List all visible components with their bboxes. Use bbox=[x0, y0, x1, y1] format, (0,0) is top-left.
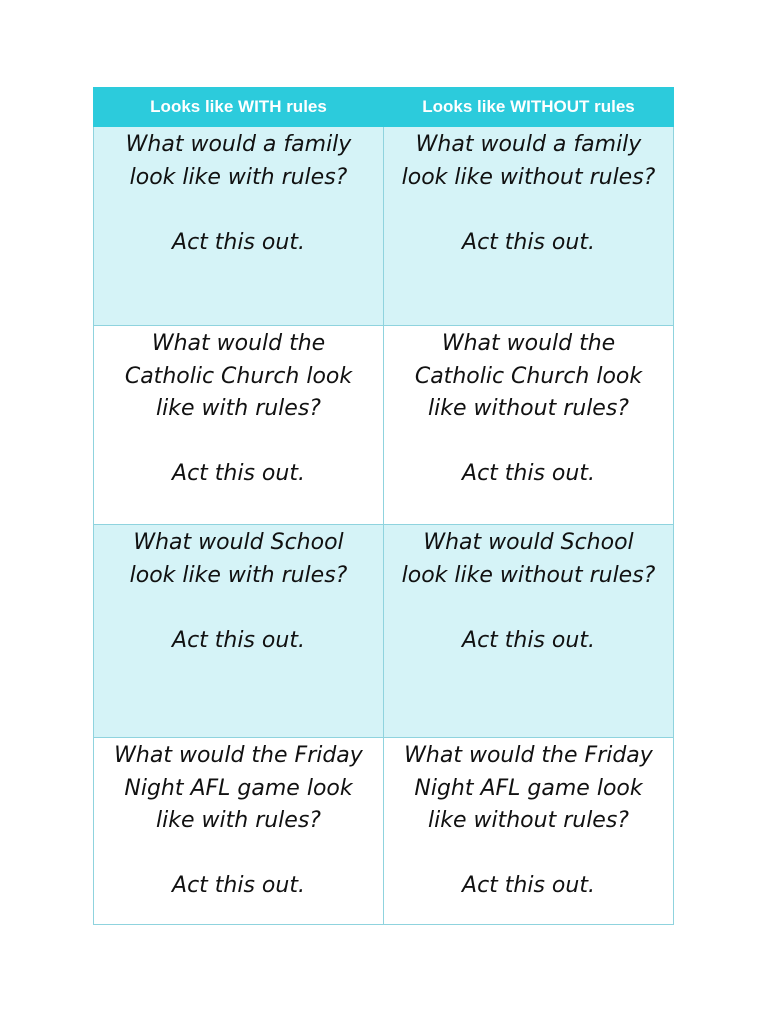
act-instruction: Act this out. bbox=[172, 461, 305, 486]
table-row bbox=[94, 525, 674, 738]
question-text: What would a family look like without rules? bbox=[401, 132, 656, 190]
question-text: What would the Friday Night AFL game look like without rules? bbox=[404, 743, 653, 833]
header-without-rules: Looks like WITHOUT rules bbox=[384, 88, 674, 127]
cell-afl-without-rules bbox=[384, 738, 674, 925]
header-row bbox=[94, 88, 674, 127]
act-instruction: Act this out. bbox=[462, 873, 595, 898]
act-instruction: Act this out. bbox=[462, 229, 595, 255]
table-row bbox=[94, 326, 674, 525]
act-instruction: Act this out. bbox=[462, 627, 595, 653]
act-instruction: Act this out. bbox=[172, 229, 305, 255]
act-instruction: Act this out. bbox=[172, 873, 305, 898]
question-text: What would the Catholic Church look like with rules? bbox=[124, 331, 353, 421]
question-text: What would School look like without rules? bbox=[401, 530, 656, 588]
rules-table bbox=[93, 87, 674, 925]
act-instruction: Act this out. bbox=[172, 627, 305, 653]
question-text: What would School look like with rules? bbox=[129, 530, 348, 588]
question-text: What would the Catholic Church look like without rules? bbox=[414, 331, 643, 421]
cell-family-with-rules bbox=[94, 127, 384, 326]
header-with-rules: Looks like WITH rules bbox=[94, 88, 384, 127]
cell-afl-with-rules bbox=[94, 738, 384, 925]
cell-school-without-rules bbox=[384, 525, 674, 738]
question-text: What would the Friday Night AFL game look like with rules? bbox=[114, 743, 363, 833]
act-instruction: Act this out. bbox=[462, 461, 595, 486]
cell-school-with-rules bbox=[94, 525, 384, 738]
question-text: What would a family look like with rules? bbox=[125, 132, 352, 190]
cell-church-without-rules bbox=[384, 326, 674, 525]
cell-family-without-rules bbox=[384, 127, 674, 326]
table-row bbox=[94, 127, 674, 326]
table-row bbox=[94, 738, 674, 925]
cell-church-with-rules bbox=[94, 326, 384, 525]
